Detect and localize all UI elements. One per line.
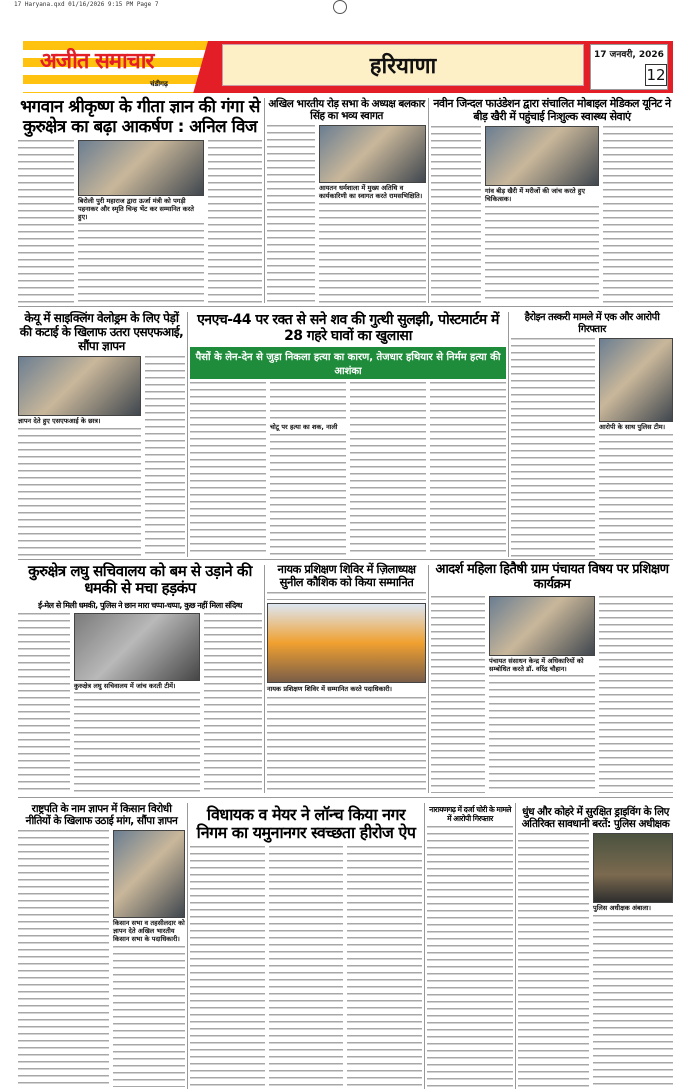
story-headline: नारायणगढ़ में दर्जा चोरी के मामले में आरोपी गिरफ्तार (429, 805, 511, 823)
column-rule (428, 98, 429, 303)
story-headline: धुंध और कोहरे में सुरक्षित ड्राइविंग के लिए अतिरिक्त सावधानी बरतें: पुलिस अधीक्षक (521, 806, 670, 831)
section-divider (18, 306, 673, 307)
column-rule (515, 803, 516, 1089)
story-body (18, 140, 74, 303)
section-title: हरियाणा (222, 44, 584, 86)
story-body (430, 382, 506, 557)
photo-caption: पंचायत संसाधन केन्द्र में अधिकारियों को सम्बोधित करते डॉ. वरिंद्र चौहान। (489, 656, 584, 673)
story (431, 98, 673, 303)
story-body (267, 592, 426, 600)
story-body (511, 338, 595, 557)
story-headline: आदर्श महिला हितैषी ग्राम पंचायत विषय पर प्रशिक्षण कार्यक्रम (435, 562, 669, 592)
story-body (145, 356, 185, 557)
page-number: 12 (646, 66, 666, 84)
story-headline: हैरोइन तस्करी मामले में एक और आरोपी गिरफ्तार (524, 312, 660, 335)
story-body (18, 428, 141, 557)
story-body (603, 126, 673, 303)
story (190, 312, 506, 557)
story-photo (267, 603, 426, 683)
story-body (208, 140, 262, 303)
story-body (319, 203, 426, 303)
story (190, 806, 422, 1087)
story-headline: अखिल भारतीय रोड़ सभा के अध्यक्ष बलकार सिंह का भव्य स्वागत (268, 98, 425, 123)
story-headline: कुरुक्षेत्र लघु सचिवालय को बम से उड़ाने की धमकी से मचा हड़कंप (28, 562, 252, 598)
column-rule (187, 803, 188, 1089)
story (518, 806, 673, 1087)
story-body (489, 675, 595, 793)
story-body (431, 126, 481, 303)
photo-caption: कुरुक्षेत्र लघु सचिवालय में जांच करती टीमें। (74, 681, 176, 690)
story-photo (113, 830, 185, 918)
story-body (518, 833, 589, 1087)
story-body (485, 206, 599, 303)
story-headline: नायक प्रशिक्षण शिविर में ज़िलाध्यक्ष सुनील कौशिक को किया सम्मानित (277, 562, 416, 590)
story-subheadline: पैसों के लेन-देन से जुड़ा निकला हत्या का कारण, तेजधार हथियार से निर्मम हत्या की आशंका (190, 347, 506, 379)
story-body (270, 382, 346, 422)
column-rule (508, 312, 509, 557)
story (18, 98, 262, 303)
story-photo (319, 125, 426, 183)
brand-logo: अजीत समाचार (40, 49, 154, 74)
story (267, 98, 426, 303)
column-rule (428, 565, 429, 793)
story-body (427, 826, 513, 1087)
photo-caption: गांव बीड़ खैरी में मरीजों की जांच करते हुए चिकित्सक। (485, 187, 585, 204)
story (511, 312, 673, 557)
story-body (18, 613, 70, 793)
column-rule (424, 803, 425, 1089)
story-photo (485, 126, 599, 186)
story-subheadline: ई-मेल से मिली धमकी, पुलिस ने छान मारा चप्पा-चप्पा, कुछ नहीं मिला संदिग्ध (38, 600, 242, 610)
story-body (350, 382, 426, 557)
story (431, 563, 673, 793)
story (427, 806, 513, 1087)
story-body (270, 434, 346, 557)
photo-caption: बिरोली पुरी महाराज द्वारा ऊर्जा मंत्री को पगड़ी पहनाकर और स्मृति चिन्ह भेंट कर सम्मानित करते हुए। (78, 197, 194, 221)
story-body (190, 846, 265, 1087)
story (18, 803, 185, 1087)
story-body (599, 596, 673, 793)
story-photo (593, 833, 673, 903)
story (267, 563, 426, 793)
story-body (204, 613, 262, 793)
story-photo (599, 338, 673, 422)
story-body (74, 692, 200, 793)
photo-caption: ज्ञापन देते हुए एसएफआई के छात्र। (18, 417, 101, 426)
edition-city: चंडीगढ़ (150, 80, 168, 88)
story-body (599, 434, 673, 557)
story-body (431, 596, 485, 793)
crosshead: चोटू पर हत्या का शक, नाली (270, 423, 338, 432)
story-photo (74, 613, 200, 681)
issue-date: 17 जनवरी, 2026 (594, 50, 664, 60)
story-body (190, 382, 266, 557)
story-headline: केयू में साइक्लिंग वेलोड्रम के लिए पेड़ों की कटाई के खिलाफ उतरा एसएफआई, सौंपा ज्ञापन (19, 311, 184, 353)
story-headline: नवीन जिन्दल फाउंडेशन द्वारा संचालित मोबाइल मेडिकल यूनिट ने बीड़ खैरी में पहुंचाई निःशुल्क स्वास्थ्य सेवाएं (433, 97, 671, 123)
story (18, 312, 185, 557)
story-body (267, 125, 315, 303)
story-headline: भगवान श्रीकृष्ण के गीता ज्ञान की गंगा से कुरुक्षेत्र का बढ़ा आकर्षण : अनिल विज (20, 97, 260, 137)
photo-caption: पुलिस अधीक्षक अंबाला। (593, 904, 651, 913)
photo-caption: आयतन धर्मशाला में मुख्य अतिथि व कार्यकारिणी का स्वागत करते रामसभिक्षिति। (319, 184, 423, 200)
photo-caption: किसान सभा व तहसीलदार को ज्ञापन देते अखिल भारतीय किसान सभा के पदाधिकारी। (113, 919, 185, 943)
story-body (267, 697, 426, 793)
column-rule (187, 312, 188, 557)
column-rule (264, 98, 265, 303)
photo-caption: आरोपी के साथ पुलिस टीम। (599, 423, 666, 431)
story-photo (489, 596, 595, 656)
story-headline: एनएच-44 पर रक्त से सने शव की गुत्थी सुलझी, पोस्टमार्टम में 28 गहरे घावों का खुलासा (197, 312, 499, 345)
story-body (18, 830, 109, 1087)
story-headline: राष्ट्रपति के नाम ज्ञापन में किसान विरोधी नीतियों के खिलाफ उठाई मांग, सौंपा ज्ञापन (25, 803, 178, 828)
section-divider (18, 797, 673, 798)
photo-caption: नायक प्रशिक्षण शिविर में सम्मानित करते पदाधिकारी। (267, 685, 392, 694)
story-body (113, 946, 185, 1087)
story-body (78, 223, 204, 303)
story-photo (78, 140, 204, 196)
section-divider (18, 559, 673, 560)
story (18, 563, 262, 793)
column-rule (264, 565, 265, 793)
story-body (347, 846, 422, 1087)
registration-mark (333, 0, 347, 14)
story-body (593, 915, 673, 1087)
story-photo (18, 356, 141, 416)
story-body (269, 846, 344, 1087)
print-slug: 17 Haryana.qxd 01/16/2026 9:15 PM Page 7 (14, 1, 159, 8)
story-headline: विधायक व मेयर ने लॉन्च किया नगर निगम का यमुनानगर स्वच्छता हीरोज ऐप (196, 805, 416, 843)
